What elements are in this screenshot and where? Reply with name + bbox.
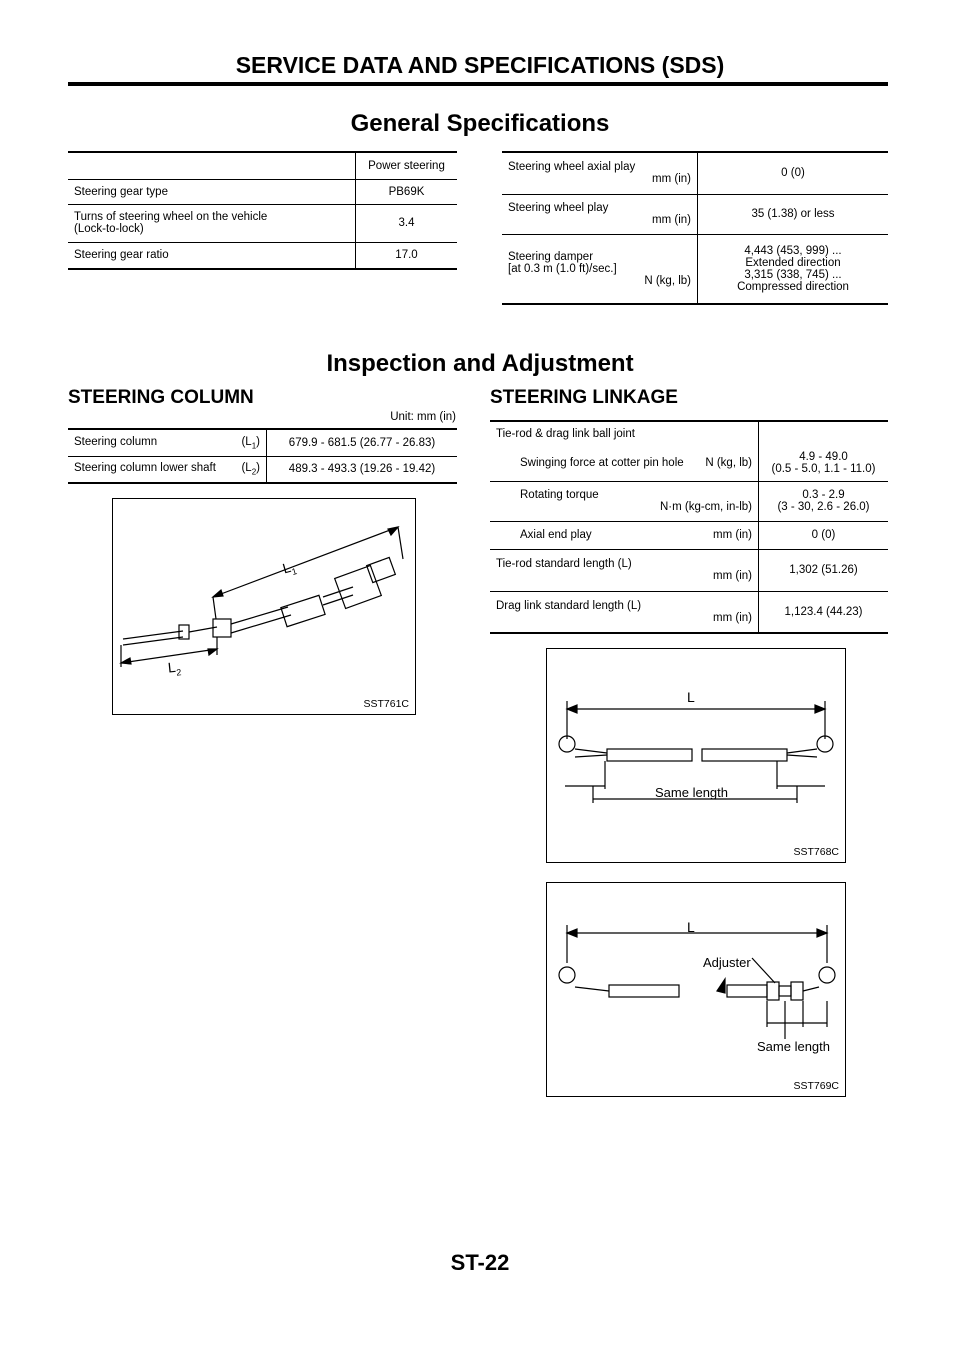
- same-length-label: Same length: [655, 785, 728, 800]
- steering-column-unit: Unit: mm (in): [390, 411, 456, 423]
- table-row: [68, 204, 457, 242]
- row-unit: mm (in): [713, 529, 752, 541]
- value-line: 3,315 (338, 745) ...: [744, 268, 842, 281]
- row-unit: N (kg, lb): [705, 456, 752, 469]
- row-value: 3.4: [356, 204, 458, 242]
- row-label-line1: Turns of steering wheel on the vehicle: [74, 211, 268, 223]
- steering-linkage-title: STEERING LINKAGE: [490, 387, 678, 408]
- tie-rod-figure: [546, 648, 846, 863]
- row-label: [68, 456, 267, 483]
- value-line: 0.3 - 2.9: [802, 489, 845, 501]
- table-header-row: [68, 152, 457, 179]
- row-label-line2: (Lock-to-lock): [74, 223, 144, 235]
- row-label-text: Swinging force at cotter pin hole: [520, 456, 684, 469]
- value-line: Compressed direction: [737, 280, 849, 293]
- row-label-text: Axial end play: [520, 529, 592, 541]
- table-row: [68, 179, 457, 204]
- row-label: [68, 204, 356, 242]
- row-label: [490, 549, 759, 591]
- row-value: 0 (0): [698, 152, 889, 194]
- dimension-label: L: [687, 919, 695, 935]
- same-length-label: Same length: [757, 1039, 830, 1054]
- table-row: [502, 152, 888, 194]
- steering-column-diagram: [113, 499, 415, 714]
- value-line: Extended direction: [745, 256, 841, 269]
- row-value: 0 (0): [759, 521, 889, 549]
- table-row: [68, 429, 457, 456]
- row-label-text: Drag link standard length (L): [496, 599, 642, 612]
- value-line: (0.5 - 5.0, 1.1 - 11.0): [771, 462, 876, 475]
- row-label: Steering gear type: [74, 185, 168, 198]
- row-label-text: Rotating torque: [520, 489, 599, 501]
- table-row: [490, 481, 888, 521]
- row-value: [759, 445, 889, 481]
- row-label: [502, 234, 698, 304]
- row-value: [759, 481, 889, 521]
- figure-code: SST761C: [363, 698, 409, 710]
- value-line: (3 - 30, 2.6 - 26.0): [777, 501, 870, 513]
- drag-link-figure: [546, 882, 846, 1097]
- row-label: [490, 481, 759, 521]
- row-label-text2: [at 0.3 m (1.0 ft)/sec.]: [508, 262, 617, 275]
- table-row: [490, 521, 888, 549]
- row-label: [490, 591, 759, 633]
- general-spec-left-table: [68, 151, 457, 270]
- row-value: 679.9 - 681.5 (26.77 - 26.83): [267, 429, 458, 456]
- adjuster-label: Adjuster: [703, 955, 751, 970]
- row-value: 35 (1.38) or less: [698, 194, 889, 234]
- steering-column-figure: [112, 498, 416, 715]
- general-specifications-title: General Specifications: [350, 110, 610, 137]
- row-value: [698, 234, 889, 304]
- row-label: [490, 445, 759, 481]
- row-label-text: Steering wheel play: [508, 202, 609, 214]
- row-unit: mm (in): [652, 173, 691, 186]
- row-unit: mm (in): [713, 611, 752, 624]
- row-label: [502, 194, 698, 234]
- table-row: [502, 194, 888, 234]
- table-row: [490, 445, 888, 481]
- l1-label: $L_1$: [280, 558, 299, 578]
- row-label: Tie-rod & drag link ball joint: [496, 427, 635, 440]
- row-value: 1,302 (51.26): [759, 549, 889, 591]
- table-row: [490, 549, 888, 591]
- row-label: Steering gear ratio: [74, 249, 169, 262]
- row-symbol: $(L_1)$: [241, 435, 260, 450]
- row-label-text: Steering wheel axial play: [508, 161, 636, 174]
- row-unit: mm (in): [652, 214, 691, 226]
- steering-column-title: STEERING COLUMN: [68, 387, 254, 408]
- row-label-text: Steering column lower shaft: [74, 462, 216, 475]
- row-unit: N·m (kg-cm, in-lb): [660, 501, 752, 513]
- row-value: PB69K: [356, 179, 458, 204]
- table-row: [68, 456, 457, 483]
- steering-linkage-table: [490, 420, 888, 634]
- l2-label: $L_2$: [167, 658, 182, 678]
- row-label: [68, 429, 267, 456]
- table-row: [490, 591, 888, 633]
- row-value: 1,123.4 (44.23): [759, 591, 889, 633]
- drag-link-diagram: [547, 883, 845, 1096]
- row-value: 489.3 - 493.3 (19.26 - 19.42): [267, 456, 458, 483]
- page-header: SERVICE DATA AND SPECIFICATIONS (SDS): [235, 52, 725, 78]
- row-label: [502, 152, 698, 194]
- figure-code: SST769C: [793, 1080, 839, 1092]
- steering-column-table: [68, 428, 457, 484]
- general-spec-right-table: [502, 151, 888, 305]
- row-label-text: Tie-rod standard length (L): [496, 558, 632, 570]
- row-label-text: Steering damper: [508, 250, 594, 263]
- table-row: [68, 242, 457, 269]
- col-header-power-steering: Power steering: [356, 152, 458, 179]
- dimension-label: L: [687, 689, 695, 705]
- figure-code: SST768C: [793, 846, 839, 858]
- value-line: 4.9 - 49.0: [799, 450, 848, 463]
- row-label: [490, 521, 759, 549]
- row-unit: N (kg, lb): [644, 274, 691, 287]
- table-row: [502, 234, 888, 304]
- page-number: ST-22: [450, 1250, 510, 1275]
- row-value: 17.0: [356, 242, 458, 269]
- tie-rod-diagram: [547, 649, 845, 862]
- row-unit: mm (in): [713, 570, 752, 582]
- header-rule: [68, 82, 888, 86]
- inspection-adjustment-title: Inspection and Adjustment: [326, 350, 634, 377]
- row-symbol: $(L_2)$: [241, 462, 260, 477]
- table-row: [490, 421, 888, 445]
- row-label-text: Steering column: [74, 435, 158, 448]
- value-line: 4,443 (453, 999) ...: [744, 244, 842, 257]
